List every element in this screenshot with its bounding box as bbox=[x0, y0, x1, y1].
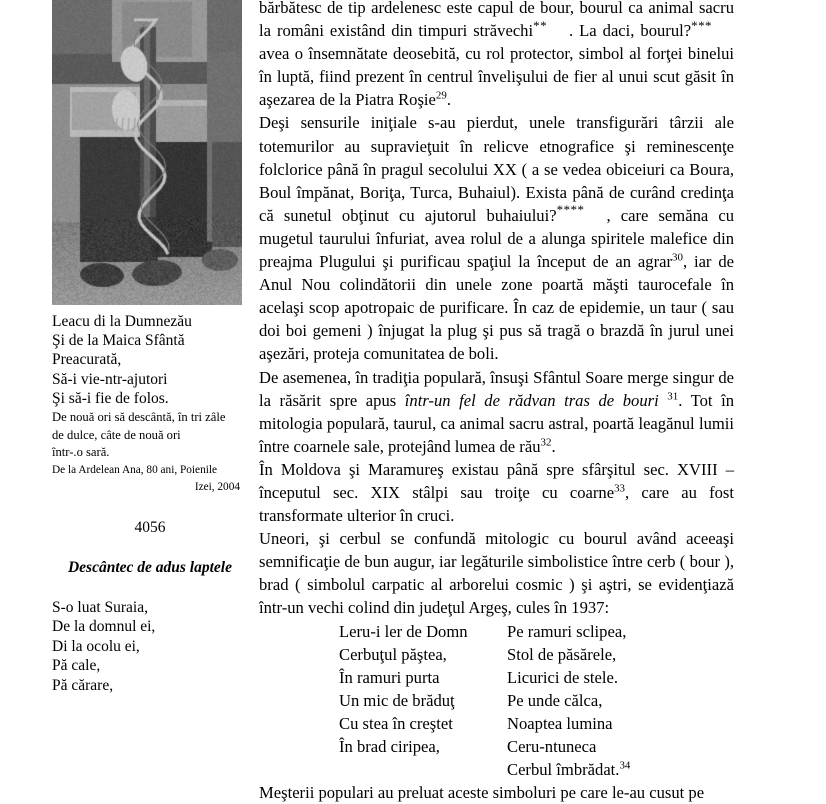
footnote-marker-34: 34 bbox=[619, 759, 631, 772]
para2-part-a: Deşi sensurile iniţiale s-au pierdut, unele transfigurări târzii ale totemurilor au supravieţuit în relicve etnografice şi reminescenţe folclorice până în pragul secolului XX ( a se vedea obiceiuri ca Boura, Boul împănat, Boriţa, Turca, Buhaiul). Exista până de curând credinţa că sunetul obţinut cu ajutorul buhaiului? bbox=[259, 113, 734, 225]
source-attribution bbox=[52, 462, 248, 496]
colind-line: Leru-i ler de Domn bbox=[339, 621, 468, 641]
paragraph-sfantul-soare bbox=[259, 366, 734, 458]
asterisk-marker-4: **** bbox=[556, 202, 585, 218]
colind-last-text: Cerbul îmbrădat. bbox=[507, 760, 620, 780]
performance-note-block bbox=[52, 409, 248, 462]
charm-text-block bbox=[52, 312, 248, 408]
source-line-1: De la Ardelean Ana, 80 ani, Poienile bbox=[52, 463, 218, 476]
paragraph-moldova-maramures bbox=[259, 458, 734, 527]
para3-part-a: De asemenea, în tradiţia populară, însuşi Sfântul Soare merge singur de la răsărit spre apus bbox=[259, 367, 734, 410]
para4-part-a: În Moldova şi Maramureş existau până spre sfârşitul sec. XVIII – începutul sec. XIX stâlpi sau troiţe cu coarne bbox=[259, 459, 734, 502]
colind-line: În brad ciripea, bbox=[339, 737, 440, 756]
charm-line: Preacurată, bbox=[52, 351, 122, 369]
colind-line: Noaptea lumina bbox=[507, 713, 613, 733]
para2-part-c: , iar de Anul Nou colindătorii din unele zone poartă măşti taurocefale în acelaşi scop apotropaic de purificare. În caz de epidemie, un taur ( sau doi boi gemeni ) înjugat la plug şi pus să tragă o brazdă în jurul unei aşezări, proteja comunitatea de boli. bbox=[259, 252, 735, 364]
para3-part-c: . bbox=[551, 436, 556, 456]
para1-part-c: avea o însemnătate deosebită, cu rol protector, simbol al forţei binelui în luptă, fiind prezent în centrul învelişului de fier al unui scut găsit în aşezarea de la Piatra Roşie bbox=[259, 44, 734, 110]
poem-line: Pă cale, bbox=[52, 657, 101, 675]
para1-part-a: bărbătesc de tip ardelenesc este capul de bour, bourul ca animal sacru la români existând din timpuri străvechi bbox=[259, 0, 734, 41]
colind-verse-block bbox=[259, 620, 734, 782]
colind-line: Licurici de stele. bbox=[507, 667, 619, 687]
para1-part-b: . La daci, bourul? bbox=[569, 21, 692, 41]
poem-title: Descântec de adus laptele bbox=[67, 558, 232, 576]
footnote-marker-32: 32 bbox=[540, 436, 552, 449]
colind-line: Stol de păsărele, bbox=[507, 644, 617, 664]
photo-canvas bbox=[52, 0, 242, 305]
paragraph-bour-daci bbox=[259, 0, 734, 111]
poem-line: S-o luat Suraia, bbox=[52, 598, 148, 616]
footnote-marker-33: 33 bbox=[614, 482, 626, 495]
para3-part-b: . Tot în mitologia populară, taurul, ca animal sacru astral, poartă leagănul lumii între coarnele sale, protejând lumea de rău bbox=[259, 390, 735, 456]
colind-line: Cu stea în creştet bbox=[339, 713, 453, 733]
right-column bbox=[259, 0, 734, 804]
footnote-marker-29: 29 bbox=[435, 89, 447, 102]
footnote-marker-30: 30 bbox=[672, 251, 683, 264]
catalog-number: 4056 bbox=[134, 518, 166, 536]
para1-part-d: . bbox=[446, 90, 452, 110]
italic-radvan-phrase: într-un fel de rădvan tras de bouri bbox=[404, 390, 668, 410]
colind-line: Pe unde călca, bbox=[507, 690, 603, 710]
left-column bbox=[0, 0, 250, 694]
colind-line: În ramuri purta bbox=[339, 667, 440, 687]
left-column-text bbox=[52, 312, 248, 695]
colind-line: Ceru-ntuneca bbox=[507, 737, 597, 756]
charm-line: Leacu di la Dumnezău bbox=[52, 313, 192, 330]
asterisk-marker-3: *** bbox=[691, 17, 712, 33]
charm-line: Şi de la Maica Sfântă bbox=[52, 332, 185, 350]
charm-line: Şi să-i fie de folos. bbox=[52, 389, 169, 407]
paragraph-totem-transfigurari bbox=[259, 111, 734, 365]
paragraph-cerb-bour: Uneori, şi cerbul se confundă mitologic cu bourul având aceeaşi semnificaţie de bun augur, iar legăturile simbolistice între cerb ( bour ), brad ( simbolul carpatic al arborelui cosmic ) şi aştri, se evidenţiază într-un vechi colind din judeţul Argeş, cules în 1937: bbox=[259, 529, 734, 618]
para2-part-b: , care semăna cu mugetul taurului înfuriat, avea rolul de a alunga spiritele malefice din preajma Plugului şi purificau spaţiul la început de an agrar bbox=[259, 205, 735, 272]
footnote-marker-31: 31 bbox=[667, 390, 679, 403]
asterisk-marker-2: ** bbox=[533, 17, 548, 33]
charm-line: Să-i vie-ntr-ajutori bbox=[52, 370, 168, 388]
performance-note-line: într-.o sară. bbox=[52, 445, 110, 460]
colind-line: Cerbuţul păştea, bbox=[339, 644, 447, 664]
source-line-2: Izei, 2004 bbox=[194, 480, 240, 493]
traditional-costume-photograph bbox=[52, 0, 242, 305]
colind-column-left bbox=[331, 620, 507, 782]
colind-line-last bbox=[507, 758, 707, 781]
poem-line: Di la ocolu ei, bbox=[52, 637, 140, 655]
paragraph-mesterii-populari: Meşterii populari au preluat aceste simboluri pe care le-au cusut pe bbox=[259, 783, 705, 803]
poem-line: Pă cărare, bbox=[52, 676, 114, 694]
colind-line: Un mic de brăduţ bbox=[339, 690, 455, 710]
colind-line: Pe ramuri sclipea, bbox=[507, 621, 627, 641]
colind-column-right bbox=[507, 620, 707, 782]
second-poem-body bbox=[52, 598, 248, 696]
para4-part-b: , care au fost transformate ulterior în cruci. bbox=[259, 482, 734, 526]
performance-note-line: De nouă ori să descântă, în tri zâle bbox=[52, 410, 226, 425]
performance-note-line: de dulce, câte de nouă ori bbox=[52, 427, 181, 442]
poem-line: De la domnul ei, bbox=[52, 618, 156, 636]
